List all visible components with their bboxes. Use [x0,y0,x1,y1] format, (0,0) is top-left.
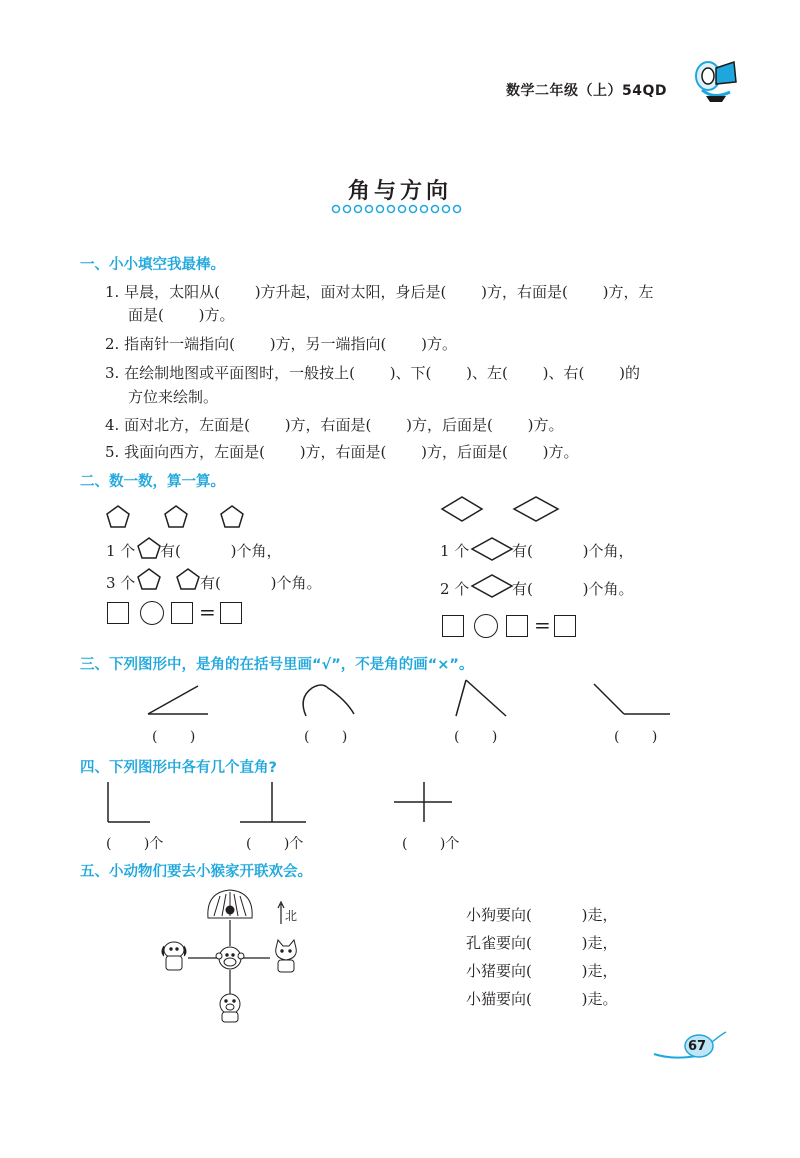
answer-box[interactable] [506,615,528,637]
answer-bracket[interactable]: ( )个 [402,836,460,852]
peacock-icon [208,890,252,918]
rhombus-icon [470,573,514,599]
question-1-line-2: 面是( )方。 [128,306,235,324]
left-count-2-suffix: 有( )个角。 [200,574,322,592]
pentagon-icon [136,567,162,591]
section-4-heading: 四、下列图形中各有几个直角? [80,760,277,776]
question-3-line-1: 3. 在绘制地图或平面图时，一般按上( )、下( )、左( )、右( )的 [105,364,640,382]
right-count-2-suffix: 有( )个角。 [512,580,634,598]
figure-curve [303,685,354,716]
answer-bracket[interactable]: ( ) [614,729,658,745]
equals-sign: = [199,600,216,624]
figure-ray [594,684,624,714]
telescope-logo [686,56,742,106]
dog-direction-line: 小狗要向( )走， [466,906,618,924]
question-4: 4. 面对北方，左面是( )方，右面是( )方，后面是( )方。 [105,416,564,434]
pentagon-group [100,500,260,532]
north-label: 北 [285,909,298,923]
rhombus-icon [470,536,514,562]
answer-bracket[interactable]: ( ) [152,729,196,745]
section-3-heading: 三、下列图形中，是角的在括号里画“√”，不是角的画“×”。 [80,657,474,673]
right-count-1-suffix: 有( )个角， [512,542,634,560]
cat-icon [276,940,297,972]
figure-ray [466,680,506,716]
dog-icon [162,942,186,970]
figure-ray [148,686,198,714]
monkey-icon [216,947,244,969]
pentagon-icon [136,536,162,560]
answer-bracket[interactable]: ( )个 [106,836,164,852]
cat-direction-line: 小猫要向( )走。 [466,990,618,1008]
section-1-heading: 一、小小填空我最棒。 [80,257,225,273]
pig-icon [220,994,240,1022]
answer-box[interactable] [107,602,129,624]
pig-direction-line: 小猪要向( )走， [466,962,618,980]
answer-bracket[interactable]: ( ) [304,729,348,745]
answer-bracket[interactable]: ( )个 [246,836,304,852]
question-3-line-2: 方位来绘制。 [128,388,219,406]
right-count-1-prefix: 1 个 [440,542,470,560]
operator-circle[interactable] [474,614,498,638]
page-number: 67 [688,1039,707,1054]
section-2-heading: 二、数一数，算一算。 [80,474,225,490]
equals-sign: = [534,613,551,637]
answer-bracket[interactable]: ( ) [454,729,498,745]
title-underline-ornament [330,203,466,215]
answer-box[interactable] [220,602,242,624]
answer-box[interactable] [554,615,576,637]
question-5: 5. 我面向西方，左面是( )方，右面是( )方，后面是( )方。 [105,443,579,461]
right-count-2-prefix: 2 个 [440,580,470,598]
peacock-direction-line: 孔雀要向( )走， [466,934,618,952]
left-count-1-prefix: 1 个 [106,542,136,560]
figure-ray [456,680,466,716]
page-title: 角与方向 [347,179,452,204]
section-5-heading: 五、小动物们要去小猴家开联欢会。 [80,864,312,880]
book-title: 数学二年级（上）54QD [506,83,668,99]
left-count-2-prefix: 3 个 [106,574,136,592]
rhombus-group [438,495,568,525]
answer-box[interactable] [442,615,464,637]
left-count-1-suffix: 有( )个角， [160,542,282,560]
pentagon-icon [175,567,201,591]
question-1-line-1: 1. 早晨，太阳从( )方升起，面对太阳，身后是( )方，右面是( )方，左 [105,283,654,301]
right-angle-figures [100,778,460,828]
operator-circle[interactable] [140,601,164,625]
angle-figures [140,676,680,726]
answer-box[interactable] [171,602,193,624]
question-2: 2. 指南针一端指向( )方，另一端指向( )方。 [105,335,458,353]
